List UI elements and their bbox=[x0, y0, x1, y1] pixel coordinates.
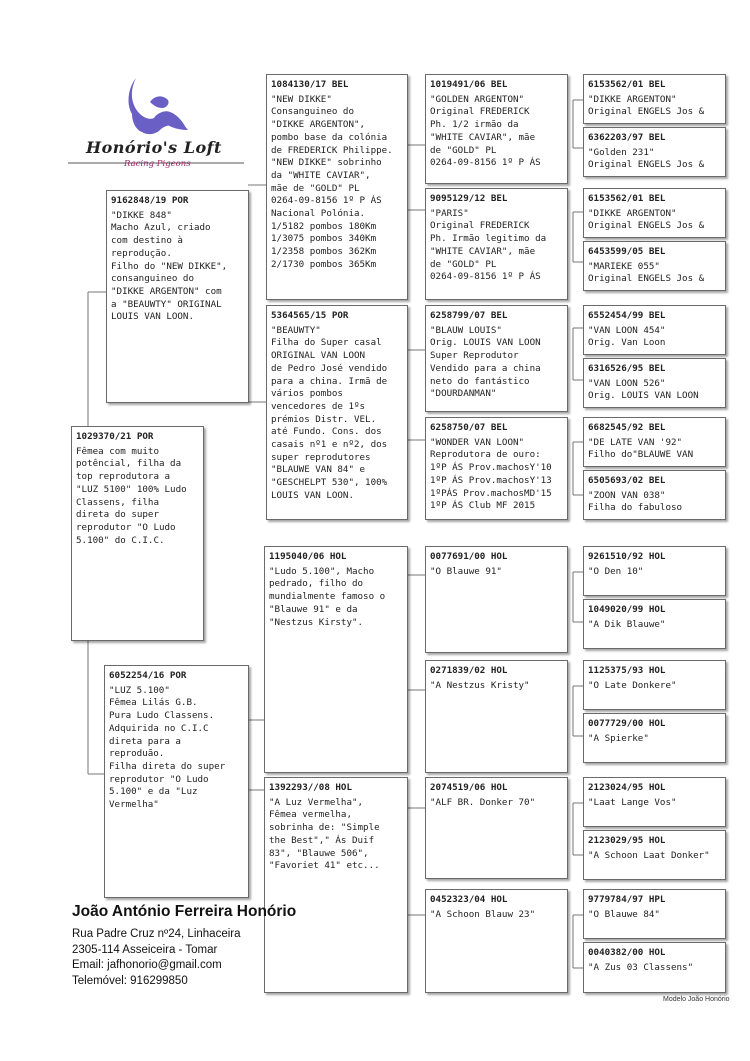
ring-number: 6362203/97 BEL bbox=[588, 132, 666, 143]
pigeon-description: "A Spierke" bbox=[588, 732, 649, 744]
pedigree-sire-sire bbox=[266, 74, 408, 300]
pedigree-sds bbox=[425, 305, 568, 412]
pedigree-ssd bbox=[425, 188, 568, 300]
pigeon-description: "A Schoon Laat Donker" bbox=[588, 849, 710, 861]
ring-number: 9162848/19 POR bbox=[111, 195, 189, 206]
ring-number: 0040382/00 HOL bbox=[588, 947, 666, 958]
pigeon-description: "MARIEKE 055" Original ENGELS Jos & bbox=[588, 260, 705, 285]
pigeon-description: "VAN LOON 454" Orig. Van Loon bbox=[588, 324, 666, 349]
ring-number: 0077691/00 HOL bbox=[430, 551, 508, 562]
ring-number: 0452323/04 HOL bbox=[430, 894, 508, 905]
pigeon-description: "VAN LOON 526" Orig. LOUIS VAN LOON bbox=[588, 377, 699, 402]
ring-number: 6052254/16 POR bbox=[109, 670, 187, 681]
loft-name: Honório's Loft bbox=[86, 138, 222, 157]
pedigree-ddsd bbox=[583, 830, 726, 880]
ring-number: 1084130/17 BEL bbox=[271, 79, 349, 90]
ring-number: 0271839/02 HOL bbox=[430, 665, 508, 676]
ring-number: 6258750/07 BEL bbox=[430, 422, 508, 433]
pigeon-description: "WONDER VAN LOON" Reprodutora de ouro: 1ºP ÁS Prov.machosY'10 1ºP ÁS Prov.machosY'13 1ºPÁS Prov.machosMD'15 1ºP ÁS Club MF 2015 bbox=[430, 436, 552, 512]
owner-address-2: 2305-114 Asseiceira - Tomar bbox=[72, 943, 218, 956]
owner-info bbox=[72, 903, 296, 989]
pigeon-description: "ZOON VAN 038" Filha do fabuloso bbox=[588, 489, 683, 514]
pedigree-sire-dam bbox=[266, 305, 408, 520]
ring-number: 6153562/01 BEL bbox=[588, 193, 666, 204]
ring-number: 6505693/02 BEL bbox=[588, 475, 666, 486]
pigeon-description: "A Dik Blauwe" bbox=[588, 618, 666, 630]
pedigree-dsss bbox=[583, 546, 726, 596]
ring-number: 6682545/92 BEL bbox=[588, 422, 666, 433]
pigeon-description: "BEAUWTY" Filha do Super casal ORIGINAL VAN LOON de Pedro José vendido para a china. Irmã de vários pombos vencedores de 1ºs prémios Distr. VEL. até Fundo. Cons. dos casais nº1 e nº2, dos super reprodutores "BLAUWE VAN 84" e "GESCHELPT 530", 100% LOUIS VAN LOON. bbox=[271, 324, 388, 501]
pigeon-description: "DIKKE ARGENTON" Original ENGELS Jos & bbox=[588, 207, 705, 232]
pigeon-description: "O Blauwe 84" bbox=[588, 908, 660, 920]
ring-number: 9779784/97 HPL bbox=[588, 894, 666, 905]
pedigree-ssds bbox=[583, 188, 726, 238]
ring-number: 6153562/01 BEL bbox=[588, 79, 666, 90]
pigeon-description: "A Schoon Blauw 23" bbox=[430, 908, 536, 920]
ring-number: 2123024/95 HOL bbox=[588, 782, 666, 793]
pigeon-description: "BLAUW LOUIS" Orig. LOUIS VAN LOON Super Reprodutor Vendido para a china neto do fantástico "DOURDANMAN" bbox=[430, 324, 541, 400]
pigeon-description: "ALF BR. Donker 70" bbox=[430, 796, 536, 808]
ring-number: 1195040/06 HOL bbox=[269, 551, 347, 562]
ring-number: 9095129/12 BEL bbox=[430, 193, 508, 204]
pedigree-sdsd bbox=[583, 358, 726, 408]
pedigree-sdd bbox=[425, 417, 568, 520]
ring-number: 1049020/99 HOL bbox=[588, 604, 666, 615]
ring-number: 2123029/95 HOL bbox=[588, 835, 666, 846]
pigeon-description: "PARIS" Original FREDERICK Ph. Irmão legitimo da "WHITE CAVIAR", mãe de "GOLD" PL 0264-09-8156 1º P ÁS bbox=[430, 207, 547, 283]
pedigree-dssd bbox=[583, 599, 726, 649]
pedigree-dddd bbox=[583, 942, 726, 993]
pigeon-description: "DIKKE 848" Macho Azul, criado com destino à reprodução. Filho do "NEW DIKKE", consanguineo do "DIKKE ARGENTON" com a "BEAUWTY" ORIGINAL LOUIS VAN LOON. bbox=[111, 209, 228, 323]
pigeon-description: "Golden 231" Original ENGELS Jos & bbox=[588, 146, 705, 171]
pigeon-description: "LUZ 5.100" Fêmea Lilás G.B. Pura Ludo Classens. Adquirida no C.I.C direta para a reproduão. Filha direta do super reprodutor "O Ludo 5.100" e da "Luz Vermelha" bbox=[109, 684, 226, 811]
owner-address-1: Rua Padre Cruz nº24, Linhaceira bbox=[72, 928, 241, 940]
pedigree-dss bbox=[425, 546, 568, 653]
pedigree-ssss bbox=[583, 74, 726, 124]
ring-number: 2074519/06 HOL bbox=[430, 782, 508, 793]
pedigree-ddd bbox=[425, 889, 568, 993]
ring-number: 1125375/93 HOL bbox=[588, 665, 666, 676]
pedigree-dds bbox=[425, 777, 568, 879]
pigeon-description: "O Blauwe 91" bbox=[430, 565, 502, 577]
pigeon-description: Fêmea com muito potêncial, filha da top reprodutora a "LUZ 5100" 100% Ludo Classens, filha direta do super reprodutor "O Ludo 5.100" do C.I.C. bbox=[76, 445, 187, 546]
pigeon-description: "NEW DIKKE" Consanguineo do "DIKKE ARGENTON", pombo base da colónia de FREDERICK Philippe. "NEW DIKKE" sobrinho da "WHITE CAVIAR", mãe de "GOLD" PL 0264-09-8156 1º P ÁS Nacional Polónia. 1/5182 pombos 180Km 1/3075 pombos 340Km 1/2358 pombos 362Km 2/1730 pombos 365Km bbox=[271, 93, 393, 270]
ring-number: 1392293//08 HOL bbox=[269, 782, 352, 793]
owner-name: João António Ferreira Honório bbox=[72, 903, 297, 920]
pigeon-description: "O Late Donkere" bbox=[588, 679, 677, 691]
model-credit: Modelo João Honório bbox=[663, 996, 730, 1003]
pigeon-description: "A Nestzus Kristy" bbox=[430, 679, 530, 691]
ring-number: 1029370/21 POR bbox=[76, 431, 154, 442]
owner-phone: Telemóvel: 916299850 bbox=[72, 974, 188, 987]
ring-number: 6453599/05 BEL bbox=[588, 246, 666, 257]
pedigree-sddd bbox=[583, 470, 726, 520]
pedigree-sss bbox=[425, 74, 568, 184]
ring-number: 6552454/99 BEL bbox=[588, 310, 666, 321]
pedigree-ddds bbox=[583, 889, 726, 939]
loft-subtitle: Racing Pigeons bbox=[124, 159, 191, 169]
ring-number: 1019491/06 BEL bbox=[430, 79, 508, 90]
pedigree-sdds bbox=[583, 417, 726, 467]
pedigree-dsdd bbox=[583, 713, 726, 763]
pedigree-dam bbox=[104, 665, 249, 898]
ring-number: 5364565/15 POR bbox=[271, 310, 349, 321]
pigeon-description: "A Zus 03 Classens" bbox=[588, 961, 694, 973]
pedigree-sire bbox=[106, 190, 249, 403]
pigeon-description: "Laat Lange Vos" bbox=[588, 796, 677, 808]
pigeon-description: "A Luz Vermelha", Fêmea vermelha, sobrinha de: "Simple the Best"," Ás Duif 83", "Blauwe 506", "Favoriet 41" etc... bbox=[269, 796, 380, 872]
ring-number: 0077729/00 HOL bbox=[588, 718, 666, 729]
ring-number: 6316526/95 BEL bbox=[588, 363, 666, 374]
pigeon-description: "O Den 10" bbox=[588, 565, 644, 577]
ring-number: 9261510/92 HOL bbox=[588, 551, 666, 562]
ring-number: 6258799/07 BEL bbox=[430, 310, 508, 321]
pedigree-dam-sire bbox=[264, 546, 408, 773]
owner-email[interactable]: Email: jafhonorio@gmail.com bbox=[72, 959, 222, 971]
pigeon-description: "DIKKE ARGENTON" Original ENGELS Jos & bbox=[588, 93, 705, 118]
pedigree-ssdd bbox=[583, 241, 726, 291]
pedigree-subject bbox=[71, 426, 204, 641]
pigeon-description: "DE LATE VAN '92" Filho do"BLAUWE VAN bbox=[588, 436, 694, 461]
pigeon-description: "Ludo 5.100", Macho pedrado, filho do mundialmente famoso o "Blauwe 91" e da "Nestzus Kirsty". bbox=[269, 565, 386, 628]
pedigree-dsds bbox=[583, 660, 726, 710]
pedigree-dsd bbox=[425, 660, 568, 773]
pigeon-description: "GOLDEN ARGENTON" Original FREDERICK Ph. 1/2 irmão da "WHITE CAVIAR", mãe de "GOLD" PL 0264-09-8156 1º P ÁS bbox=[430, 93, 541, 169]
pedigree-ddss bbox=[583, 777, 726, 827]
pedigree-sssd bbox=[583, 127, 726, 177]
pedigree-sdss bbox=[583, 305, 726, 355]
